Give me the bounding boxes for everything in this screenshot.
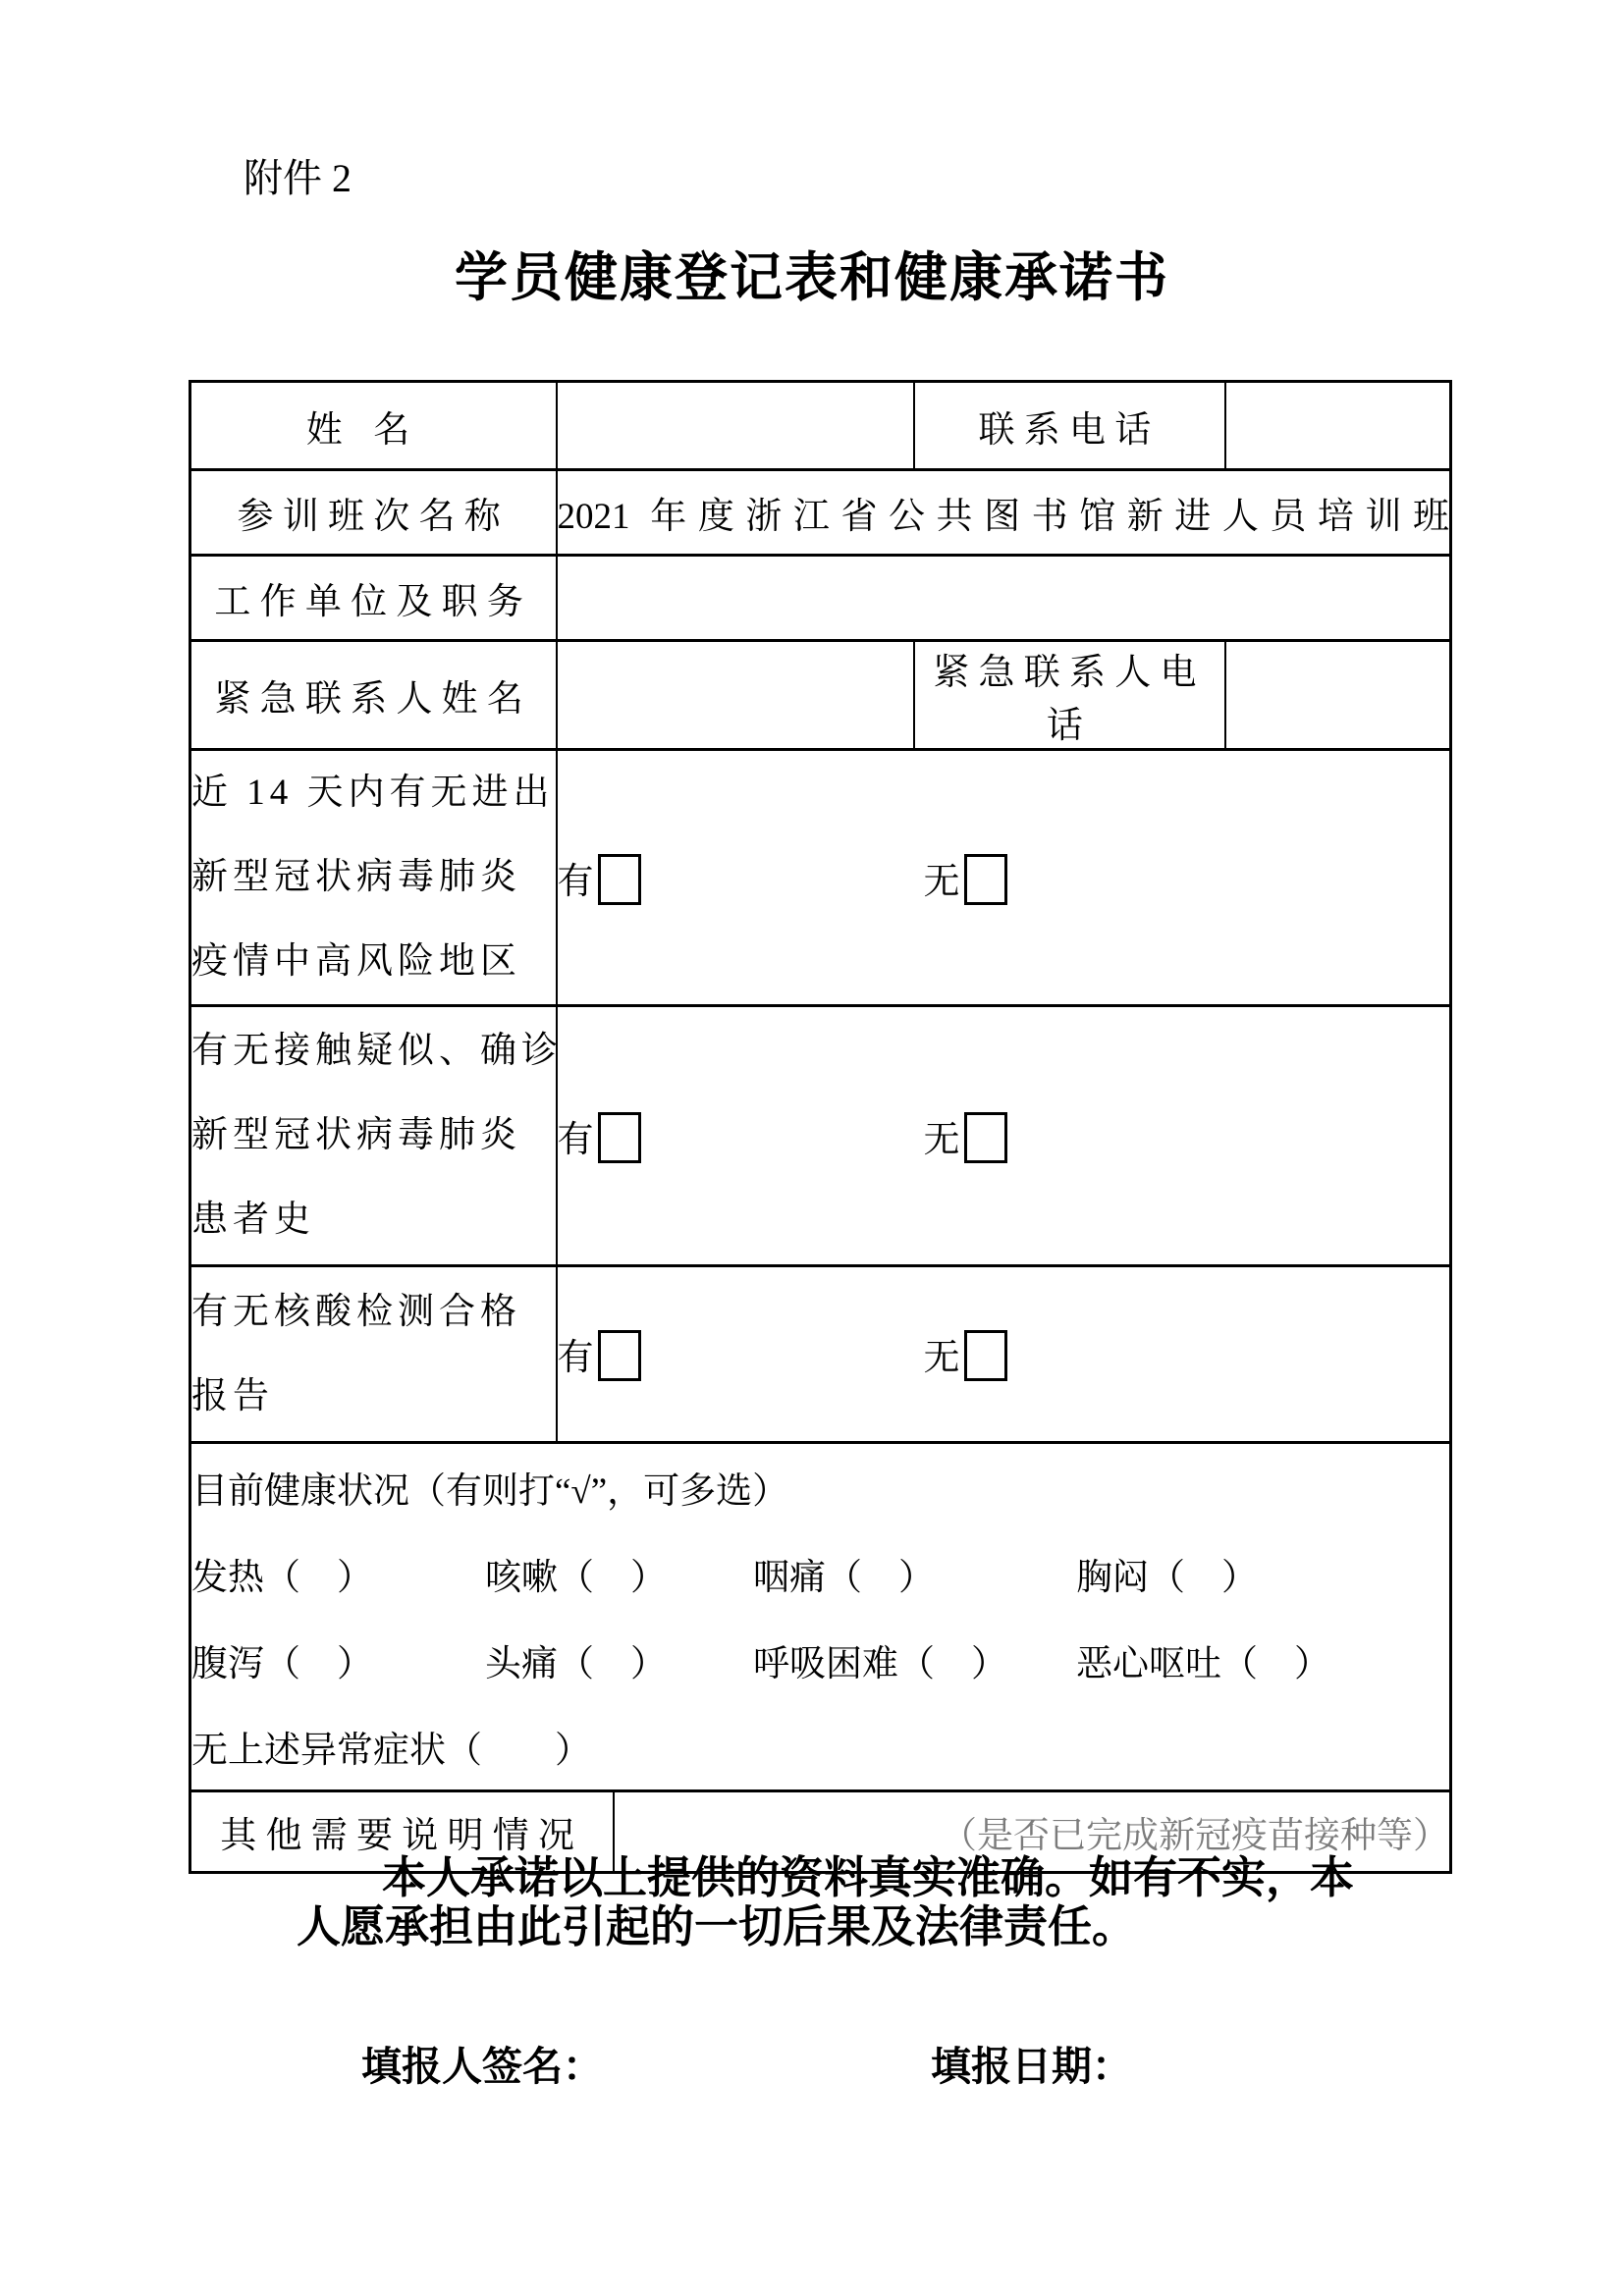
health-status-cell: [190, 1443, 1451, 1791]
symptom-option-chest-tightness[interactable]: 胸闷（ ）: [1076, 1558, 1258, 1598]
page-title: 学员健康登记表和健康承诺书: [455, 248, 1169, 307]
no-checkbox[interactable]: [964, 854, 1007, 905]
yes-label: 有: [557, 1119, 594, 1160]
question-contact-answer-cell: [557, 1006, 1451, 1266]
symptom-option-none[interactable]: 无上述异常症状（ ）: [191, 1731, 591, 1771]
other-remarks-hint: （是否已完成新冠疫苗接种等）: [941, 1816, 1449, 1856]
emergency-phone-label: 紧急联系人电话: [914, 641, 1225, 750]
signature-row: [0, 2034, 1624, 2093]
symptom-option-sore-throat[interactable]: 咽痛（ ）: [753, 1558, 935, 1598]
question-label-line: 有无接触疑似、确诊: [191, 1031, 563, 1071]
fill-date-label: 填报日期：: [931, 2044, 1132, 2089]
symptom-row: [191, 1617, 1449, 1703]
name-input-cell[interactable]: [557, 382, 914, 470]
question-test-report-label: [190, 1266, 557, 1443]
emergency-name-label: 紧急联系人姓名: [190, 641, 557, 750]
class-name-value: 2021 年度浙江省公共图书馆新进人员培训班: [557, 470, 1451, 556]
class-name-label: 参训班次名称: [190, 470, 557, 556]
health-status-header: 目前健康状况（有则打“√”，可多选）: [191, 1471, 789, 1512]
table-row-question-risk-area: [190, 750, 1451, 1006]
symptom-option-breathing-difficulty[interactable]: 呼吸困难（ ）: [753, 1644, 1007, 1684]
symptom-option-cough[interactable]: 咳嗽（ ）: [485, 1558, 667, 1598]
question-label-line: 新型冠状病毒肺炎: [191, 1115, 521, 1155]
emergency-phone-input-cell[interactable]: [1225, 641, 1451, 750]
question-label-line: 报告: [191, 1375, 274, 1416]
symptom-option-diarrhea[interactable]: 腹泻（ ）: [191, 1644, 373, 1684]
table-row-emergency: [190, 641, 1451, 750]
no-label: 无: [923, 861, 960, 902]
symptom-option-nausea-vomiting[interactable]: 恶心呕吐（ ）: [1076, 1644, 1330, 1684]
attachment-label: 附件 2: [244, 156, 352, 200]
yes-checkbox[interactable]: [598, 1330, 641, 1381]
work-unit-label: 工作单位及职务: [190, 556, 557, 641]
yes-checkbox[interactable]: [598, 854, 641, 905]
emergency-name-input-cell[interactable]: [557, 641, 914, 750]
commitment-line: 本人承诺以上提供的资料真实准确。如有不实，本: [382, 1852, 1355, 1902]
question-risk-area-label: [190, 750, 557, 1006]
table-row-question-test-report: [190, 1266, 1451, 1443]
phone-input-cell[interactable]: [1225, 382, 1451, 470]
health-registration-table: [189, 380, 1452, 1874]
other-remarks-label: 其他需要说明情况: [190, 1791, 614, 1873]
yes-checkbox[interactable]: [598, 1112, 641, 1163]
no-checkbox[interactable]: [964, 1330, 1007, 1381]
name-label: 姓名: [190, 382, 557, 470]
symptom-option-headache[interactable]: 头痛（ ）: [485, 1644, 667, 1684]
symptom-option-fever[interactable]: 发热（ ）: [191, 1558, 373, 1598]
no-checkbox[interactable]: [964, 1112, 1007, 1163]
question-label-line: 近 14 天内有无进出: [191, 773, 555, 813]
commitment-line: 人愿承担由此引起的一切后果及法律责任。: [297, 1901, 1137, 1951]
question-label-line: 患者史: [191, 1200, 315, 1240]
table-row-health-status: [190, 1443, 1451, 1791]
table-row-class: [190, 470, 1451, 556]
question-test-report-answer-cell: [557, 1266, 1451, 1443]
commitment-statement: [297, 1853, 1406, 1951]
question-label-line: 有无核酸检测合格: [191, 1291, 521, 1332]
filler-signature-label: 填报人签名：: [361, 2044, 603, 2089]
question-risk-area-answer-cell: [557, 750, 1451, 1006]
question-label-line: 疫情中高风险地区: [191, 941, 521, 982]
table-row-name-phone: [190, 382, 1451, 470]
yes-label: 有: [557, 861, 594, 902]
yes-label: 有: [557, 1338, 594, 1378]
work-unit-input-cell[interactable]: [557, 556, 1451, 641]
table-row-question-contact: [190, 1006, 1451, 1266]
question-label-line: 新型冠状病毒肺炎: [191, 857, 521, 897]
no-label: 无: [923, 1119, 960, 1160]
question-contact-label: [190, 1006, 563, 1266]
no-label: 无: [923, 1338, 960, 1378]
phone-label: 联系电话: [914, 382, 1225, 470]
table-row-work: [190, 556, 1451, 641]
symptom-row: [191, 1530, 1449, 1617]
